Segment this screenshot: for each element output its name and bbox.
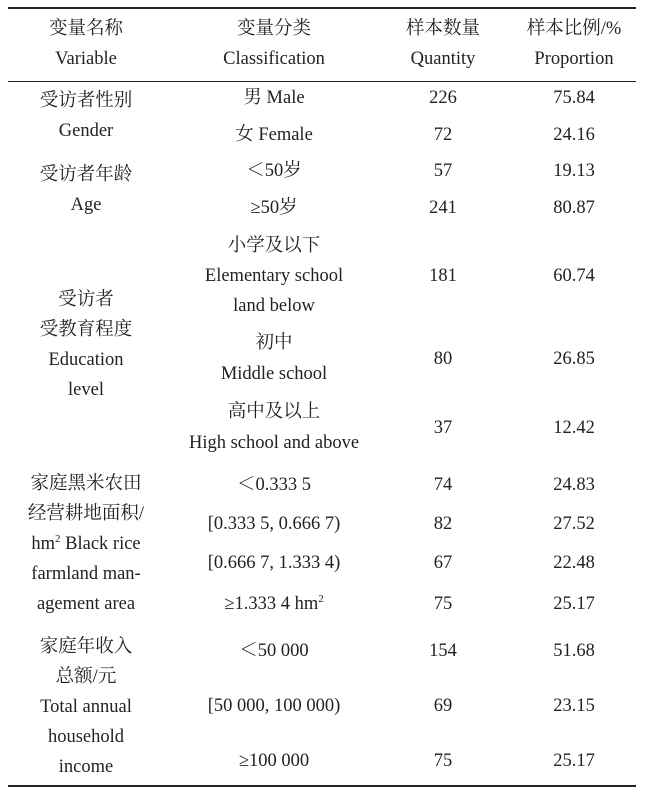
variable-name-education-line: level [68, 380, 104, 400]
unit-exponent: 2 [318, 593, 324, 605]
proportion-cell: 23.15 [553, 696, 595, 716]
variable-name-gender-en: Gender [58, 121, 114, 141]
header-proportion-en: Proportion [534, 49, 614, 69]
quantity-cell: 80 [433, 349, 453, 369]
quantity-cell: 82 [433, 514, 453, 534]
proportion-cell: 12.42 [553, 418, 595, 438]
variable-name-education-line: 受访者 [58, 290, 114, 310]
classification-cell: land below [233, 296, 315, 316]
proportion-cell: 24.83 [553, 475, 595, 495]
header-quantity-zh: 样本数量 [405, 19, 481, 39]
classification-cell: [50 000, 100 000) [207, 696, 341, 716]
quantity-cell: 74 [433, 475, 453, 495]
variable-name-farmland-line: 经营耕地面积/ [27, 504, 145, 524]
quantity-cell: 75 [433, 594, 453, 614]
quantity-cell: 72 [433, 125, 453, 145]
quantity-cell: 57 [433, 161, 453, 181]
quantity-cell: 75 [433, 751, 453, 771]
proportion-cell: 51.68 [553, 641, 595, 661]
proportion-cell: 26.85 [553, 349, 595, 369]
variable-name-farmland-line [31, 529, 140, 560]
proportion-cell: 27.52 [553, 514, 595, 534]
proportion-cell: 22.48 [553, 553, 595, 573]
proportion-cell: 24.16 [553, 125, 595, 145]
header-classification-zh: 变量分类 [236, 19, 312, 39]
top-rule [8, 7, 636, 9]
classification-cell: ＜50 000 [239, 641, 309, 661]
classification-cell: 女 Female [235, 125, 313, 145]
proportion-cell: 25.17 [553, 751, 595, 771]
classification-cell: [0.333 5, 0.666 7) [207, 514, 341, 534]
variable-name-farmland-line: farmland man- [31, 564, 141, 584]
quantity-cell: 154 [429, 641, 457, 661]
classification-cell: ≥100 000 [238, 751, 310, 771]
header-variable-en: Variable [55, 49, 117, 69]
unit-exponent: 2 [55, 533, 61, 545]
variable-name-education-line: Education [48, 350, 124, 370]
variable-name-education-line: 受教育程度 [39, 320, 133, 340]
proportion-cell: 75.84 [553, 88, 595, 108]
classification-cell: Middle school [220, 364, 328, 384]
proportion-cell: 80.87 [553, 198, 595, 218]
variable-name-income-line: 家庭年收入 [39, 637, 133, 657]
classification-cell: 初中 [255, 333, 293, 353]
classification-cell: High school and above [188, 433, 360, 453]
proportion-cell: 19.13 [553, 161, 595, 181]
bottom-rule [8, 785, 636, 787]
variable-name-income-line: 总额/元 [55, 667, 117, 687]
quantity-cell: 181 [429, 266, 457, 286]
farmland-en-line: Black rice [65, 534, 141, 554]
quantity-cell: 67 [433, 553, 453, 573]
quantity-cell: 69 [433, 696, 453, 716]
classification-cell: 男 Male [243, 88, 305, 108]
classification-cell: 高中及以上 [227, 402, 321, 422]
classification-cell: 小学及以下 [227, 236, 321, 256]
classification-text: ≥1.333 4 hm [224, 594, 319, 614]
classification-cell: Elementary school [204, 266, 344, 286]
variable-name-income-line: Total annual [40, 697, 132, 717]
quantity-cell: 37 [433, 418, 453, 438]
header-quantity-en: Quantity [410, 49, 476, 69]
header-rule [8, 81, 636, 82]
variable-name-age-en: Age [70, 195, 102, 215]
quantity-cell: 241 [429, 198, 457, 218]
variable-name-income-line: household [47, 727, 125, 747]
quantity-cell: 226 [429, 88, 457, 108]
variable-name-age-zh: 受访者年龄 [39, 165, 133, 185]
header-proportion-zh: 样本比例/% [526, 19, 622, 39]
variable-name-farmland-line: 家庭黑米农田 [30, 474, 142, 494]
classification-cell: [0.666 7, 1.333 4) [207, 553, 341, 573]
header-classification-en: Classification [223, 49, 325, 69]
proportion-cell: 60.74 [553, 266, 595, 286]
variable-name-income-line: income [58, 757, 114, 777]
classification-cell: ＜50岁 [246, 161, 302, 181]
classification-cell: ＜0.333 5 [236, 475, 312, 495]
proportion-cell: 25.17 [553, 594, 595, 614]
classification-cell: ≥50岁 [250, 198, 298, 218]
unit-hm: hm [31, 534, 56, 554]
classification-cell [224, 589, 323, 619]
variable-name-gender-zh: 受访者性别 [39, 91, 133, 111]
header-variable-zh: 变量名称 [48, 19, 124, 39]
variable-name-farmland-line: agement area [36, 594, 136, 614]
